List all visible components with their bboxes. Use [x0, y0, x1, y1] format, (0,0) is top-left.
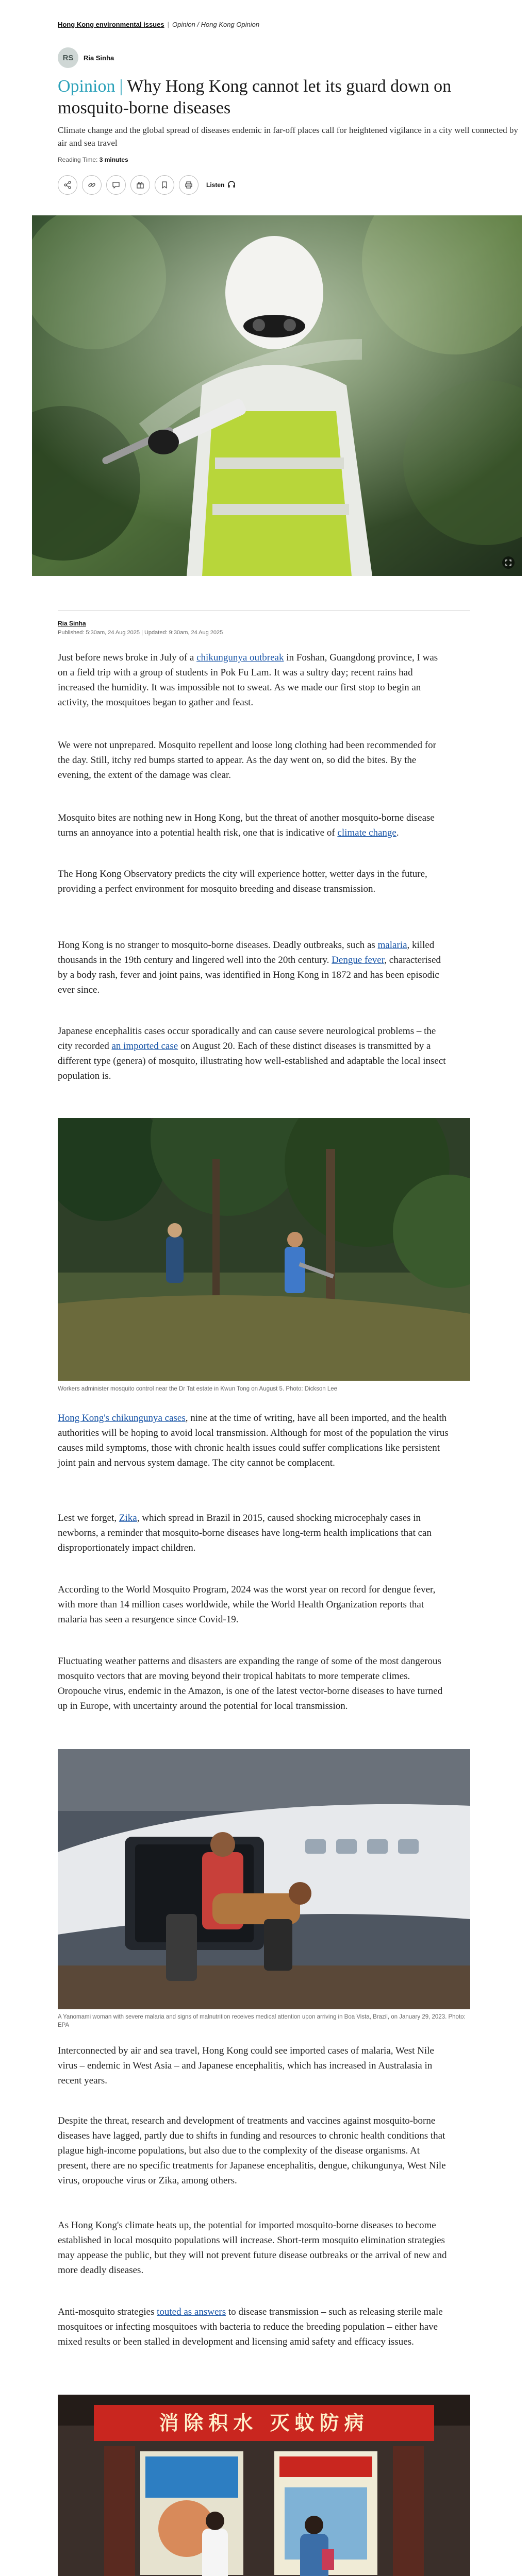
- avatar[interactable]: RS: [58, 47, 78, 68]
- reading-time: [58, 156, 128, 163]
- article-paragraph-5: [58, 938, 450, 997]
- opinion-kicker[interactable]: Opinion: [58, 77, 115, 96]
- article-paragraph-8: [58, 1511, 450, 1555]
- text-run: to disease transmission – such as releasing sterile male mosquitoes or infecting mosquitoes with bacteria to reduce the breeding population – either have mixed results or been stalled in development and licensing amid safety and efficacy issues.: [58, 2307, 443, 2347]
- share-icon[interactable]: [58, 175, 77, 195]
- text-run: Just before news broke in July of a: [58, 652, 197, 663]
- text-run: on August 20. Each of these distinct diseases is transmitted by a different type (genera) of mosquito, illustrating how well-established and adaptable the local insect population is.: [58, 1041, 446, 1081]
- hero-image[interactable]: [32, 215, 522, 576]
- byline-author-link[interactable]: Ria Sinha: [58, 620, 86, 627]
- inline-link-climate-change[interactable]: climate change: [337, 827, 396, 838]
- article-paragraph-12: Despite the threat, research and development of treatments and vaccines against mosquito-borne diseases have lagged, partly due to shifts in funding and resources to chronic health conditions that plague high-income populations, but also due to the complexity of the disease organisms. At present, there are no specific treatments for Japanese encephalitis, dengue, chikungunya, West Nile virus, oropouche virus or Zika, among others.: [58, 2115, 446, 2186]
- article-paragraph-7: [58, 1411, 450, 1470]
- page-title: [58, 76, 522, 119]
- article-paragraph-4: The Hong Kong Observatory predicts the city will experience hotter, wetter days in the future, providing a perfect environment for mosquito breeding and disease transmission.: [58, 869, 427, 894]
- author-name[interactable]: Ria Sinha: [84, 54, 114, 62]
- breadcrumb-section-link[interactable]: Hong Kong environmental issues: [58, 21, 164, 28]
- gift-icon[interactable]: [130, 175, 150, 195]
- text-run: Anti-mosquito strategies: [58, 2307, 157, 2317]
- text-run: Hong Kong is no stranger to mosquito-borne diseases. Deadly outbreaks, such as: [58, 940, 378, 951]
- figure-caption-2: A Yanomami woman with severe malaria and signs of malnutrition receives medical attention upon arriving in Boa Vista, Brazil, on January 29, 2023. Photo: EPA: [58, 2014, 466, 2028]
- bookmark-icon[interactable]: [155, 175, 174, 195]
- text-run: , nine at the time of writing, have all been imported, and the health authorities will be hoping to avoid local transmission. Although for most of the population the virus causes mild symptoms, those with chronic health issues could suffer complications like persistent joint pain and nervous system damage. The city cannot be complacent.: [58, 1413, 449, 1468]
- article-paragraph-11: Interconnected by air and sea travel, Hong Kong could see imported cases of malaria, West Nile virus – endemic in West Asia – and Japanese encephalitis, which has increased in Australasia in recent years.: [58, 2045, 434, 2086]
- text-run: , characterised by a body rash, fever and joint pains, was identified in Hong Kong in 1872 and has been episodic ever since.: [58, 955, 441, 995]
- text-run: Mosquito bites are nothing new in Hong Kong, but the threat of another mosquito-borne disease turns an annoyance into a potential health risk, one that is indicative of: [58, 812, 435, 838]
- headline-text: Why Hong Kong cannot let its guard down on mosquito-borne diseases: [58, 77, 452, 117]
- figure-yanomami-woman[interactable]: [58, 1749, 470, 2009]
- article-paragraph-6: [58, 1024, 450, 1083]
- article-paragraph-1: [58, 650, 450, 710]
- slogan-banner-text: 消除积水 灭蚊防病: [159, 2412, 369, 2434]
- text-run: .: [396, 827, 399, 838]
- article-paragraph-2: We were not unprepared. Mosquito repellent and loose long clothing had been recommended for the day. Still, itchy red bumps started to appear. As the day went on, so did the bites. By the evening, the extent of the damage was clear.: [58, 740, 436, 781]
- inline-link-touted-as-answers[interactable]: touted as answers: [157, 2307, 226, 2317]
- inline-link-imported-case[interactable]: an imported case: [111, 1041, 178, 1052]
- link-icon[interactable]: [82, 175, 102, 195]
- author-header[interactable]: [58, 47, 114, 68]
- listen-button[interactable]: [206, 180, 236, 190]
- article-paragraph-13: As Hong Kong's climate heats up, the potential for imported mosquito-borne diseases to become established in local mosquito populations will increase. Short-term mosquito elimination strategies may appease the public, but they will not prevent future disease outbreaks or the arrival of new and more deadly diseases.: [58, 2220, 447, 2276]
- inline-link-hk-chikungunya-cases[interactable]: Hong Kong's chikungunya cases: [58, 1413, 186, 1423]
- article-paragraph-3: [58, 810, 450, 840]
- breadcrumb-path[interactable]: Opinion / Hong Kong Opinion: [172, 21, 260, 28]
- article-summary: Climate change and the global spread of diseases endemic in far-off places call for heightened vigilance in a city well connected by air and sea travel: [58, 125, 518, 148]
- inline-link-zika[interactable]: Zika: [119, 1513, 137, 1523]
- inline-link-chikungunya-outbreak[interactable]: chikungunya outbreak: [196, 652, 284, 663]
- print-icon[interactable]: [179, 175, 199, 195]
- figure-guangzhou-slogan-gate[interactable]: [58, 2395, 470, 2576]
- expand-image-icon[interactable]: [502, 556, 515, 569]
- figure-mosquito-control-workers[interactable]: [58, 1118, 470, 1381]
- figure-caption-1: Workers administer mosquito control near the Dr Tat estate in Kwun Tong on August 5. Photo: Dickson Lee: [58, 1386, 338, 1392]
- text-run: , killed thousands in the 19th century and lingered well into the 20th century.: [58, 940, 435, 965]
- text-run: , which spread in Brazil in 2015, caused shocking microcephaly cases in newborns, a reminder that mosquito-borne diseases have long-term health implications that can disproportionately impact children.: [58, 1513, 432, 1553]
- publish-timestamps: Published: 5:30am, 24 Aug 2025 | Updated: 9:30am, 24 Aug 2025: [58, 630, 223, 636]
- reading-time-label: Reading Time:: [58, 156, 98, 163]
- article-paragraph-10: Fluctuating weather patterns and disasters are expanding the range of some of the most dangerous mosquito vectors that are moving beyond their tropical habitats to more temperate climes. Oropouche virus, endemic in the Amazon, is one of the latest vector-borne diseases to have turned up in Europe, with uncertainty around the potential for local transmission.: [58, 1656, 443, 1711]
- breadcrumb-separator: |: [167, 21, 169, 28]
- inline-link-dengue-fever[interactable]: Dengue fever: [332, 955, 385, 965]
- text-run: in Foshan, Guangdong province, I was on a field trip with a group of students in Pok Fu Lam. It was a sultry day; recent rains had increased the humidity. It was impossible not to sweat. As we made our first stop to begin an activity, the mosquitoes began to gather and feast.: [58, 652, 438, 708]
- comment-icon[interactable]: [106, 175, 126, 195]
- text-run: Japanese encephalitis cases occur sporadically and can cause severe neurological problems – the city recorded: [58, 1026, 436, 1052]
- breadcrumb: [58, 21, 259, 28]
- reading-time-value: 3 minutes: [99, 156, 128, 163]
- article-paragraph-9: According to the World Mosquito Program, 2024 was the worst year on record for dengue fever, with more than 14 million cases worldwide, while the World Health Organization reports that malaria has seen a resurgence since Covid-19.: [58, 1584, 436, 1625]
- kicker-separator: |: [119, 77, 123, 96]
- headphones-icon: [227, 180, 236, 190]
- listen-label: Listen: [206, 181, 225, 189]
- article-paragraph-14: [58, 2304, 450, 2349]
- text-run: Lest we forget,: [58, 1513, 119, 1523]
- article-toolbar: [58, 175, 236, 195]
- inline-link-malaria[interactable]: malaria: [377, 940, 407, 951]
